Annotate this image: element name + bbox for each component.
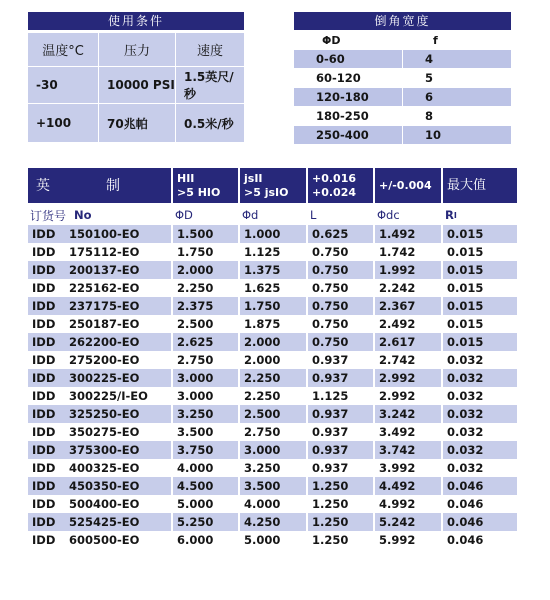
part-number [28, 351, 171, 369]
chamfer-width: 10 [403, 126, 511, 144]
outer-diameter: 4.000 [173, 459, 238, 477]
chamfer-range: 250-400 [294, 126, 402, 144]
max-radius: 0.032 [443, 387, 517, 405]
inner-diameter: 1.625 [240, 279, 306, 297]
outer-diameter: 2.625 [173, 333, 238, 351]
length: 1.250 [308, 531, 373, 549]
inner-diameter: 1.000 [240, 225, 306, 243]
part-code: 350275-EO [69, 425, 140, 439]
length: 0.750 [308, 333, 373, 351]
table-row [28, 243, 510, 261]
table-row [28, 405, 510, 423]
dc-diameter: 4.492 [375, 477, 441, 495]
max-radius: 0.015 [443, 297, 517, 315]
table-row [28, 297, 510, 315]
order-number-label: 订货号 [30, 208, 67, 223]
table-row [28, 459, 510, 477]
speed-metric: 0.5米/秒 [176, 104, 244, 142]
table-row [28, 423, 510, 441]
part-code: 600500-EO [69, 533, 140, 547]
chamfer-row [294, 107, 511, 125]
max-radius: 0.015 [443, 333, 517, 351]
inner-diameter: 1.125 [240, 243, 306, 261]
length-label: L [310, 208, 317, 222]
dimensions-body [28, 225, 510, 549]
part-prefix: IDD [32, 479, 56, 493]
no-label: No [74, 208, 92, 222]
length: 0.750 [308, 279, 373, 297]
length: 0.937 [308, 369, 373, 387]
inner-diameter: 2.250 [240, 387, 306, 405]
chamfer-row [294, 126, 511, 144]
max-radius: 0.032 [443, 369, 517, 387]
outer-diameter-label: ΦD [175, 208, 193, 222]
bore-tolerance-header [173, 168, 238, 203]
max-radius: 0.032 [443, 351, 517, 369]
outer-diameter: 3.250 [173, 405, 238, 423]
chamfer-diameter-header: ΦD [322, 33, 341, 47]
max-radius: 0.046 [443, 477, 517, 495]
length: 0.937 [308, 441, 373, 459]
outer-diameter: 5.000 [173, 495, 238, 513]
table-row [28, 351, 510, 369]
chamfer-range: 120-180 [294, 88, 402, 106]
inner-diameter: 5.000 [240, 531, 306, 549]
series-label-2: 制 [106, 177, 120, 194]
part-number [28, 243, 171, 261]
max-radius: 0.046 [443, 495, 517, 513]
max-radius: 0.015 [443, 243, 517, 261]
pressure-psi: 10000 PSI [99, 67, 175, 103]
table-row [28, 495, 510, 513]
table-row [28, 477, 510, 495]
chamfer-range: 180-250 [316, 109, 369, 123]
part-prefix: IDD [32, 335, 56, 349]
length: 0.750 [308, 261, 373, 279]
part-number [28, 387, 171, 405]
chamfer-width: 4 [403, 50, 511, 68]
part-number [28, 423, 171, 441]
dc-diameter: 2.617 [375, 333, 441, 351]
dc-diameter-label: Φdc [377, 208, 400, 222]
bore-tolerance-line1: HII [177, 171, 195, 185]
part-code: 175112-EO [69, 245, 140, 259]
part-prefix: IDD [32, 407, 56, 421]
max-radius: 0.015 [443, 315, 517, 333]
radius-label [443, 205, 517, 225]
part-prefix: IDD [32, 443, 56, 457]
series-header [28, 168, 171, 203]
table-row [28, 513, 510, 531]
part-number [28, 477, 171, 495]
chamfer-width: 6 [403, 88, 511, 106]
part-code: 237175-EO [69, 299, 140, 313]
dc-diameter: 2.367 [375, 297, 441, 315]
max-radius: 0.032 [443, 405, 517, 423]
dc-diameter: 5.242 [375, 513, 441, 531]
part-number [28, 297, 171, 315]
chamfer-width: 5 [425, 71, 434, 85]
part-prefix: IDD [32, 461, 56, 475]
chamfer-header-row [294, 31, 511, 49]
part-number [28, 279, 171, 297]
table-row [28, 225, 510, 243]
outer-diameter: 6.000 [173, 531, 238, 549]
pressure-mpa: 70兆帕 [99, 104, 175, 142]
part-number [28, 261, 171, 279]
chamfer-range: 0-60 [294, 50, 402, 68]
outer-diameter: 2.250 [173, 279, 238, 297]
part-prefix: IDD [32, 263, 56, 277]
dc-tolerance-header [375, 168, 441, 203]
dc-diameter: 3.992 [375, 459, 441, 477]
dc-diameter: 1.992 [375, 261, 441, 279]
chamfer-row [294, 69, 511, 87]
outer-diameter: 1.500 [173, 225, 238, 243]
table-row [28, 261, 510, 279]
part-code: 325250-EO [69, 407, 140, 421]
outer-diameter: 2.375 [173, 297, 238, 315]
table-row [28, 315, 510, 333]
part-code: 400325-EO [69, 461, 140, 475]
max-radius: 0.046 [443, 531, 517, 549]
table-row [28, 387, 510, 405]
order-number-header [28, 205, 171, 225]
length: 0.937 [308, 351, 373, 369]
outer-diameter: 3.750 [173, 441, 238, 459]
shaft-tolerance-line1: jsII [244, 171, 263, 185]
bore-tolerance-line2: >5 HIO [177, 185, 221, 199]
max-value-header [443, 168, 517, 203]
chamfer-row [294, 50, 511, 68]
part-number [28, 405, 171, 423]
part-number [28, 333, 171, 351]
dc-diameter: 2.492 [375, 315, 441, 333]
chamfer-table [294, 12, 511, 144]
inner-diameter: 2.250 [240, 369, 306, 387]
length: 1.250 [308, 513, 373, 531]
part-code: 275200-EO [69, 353, 140, 367]
length-tolerance-line2: +0.024 [312, 185, 357, 199]
inner-diameter: 2.500 [240, 405, 306, 423]
table-row [28, 279, 510, 297]
part-prefix: IDD [32, 515, 56, 529]
chamfer-row [294, 88, 511, 106]
dc-diameter: 2.992 [375, 387, 441, 405]
length: 0.750 [308, 315, 373, 333]
max-radius: 0.015 [443, 261, 517, 279]
chamfer-title: 倒角宽度 [294, 12, 511, 30]
part-number [28, 315, 171, 333]
inner-diameter-label: Φd [242, 208, 259, 222]
table-row [28, 369, 510, 387]
outer-diameter: 3.000 [173, 369, 238, 387]
conditions-table [28, 12, 244, 142]
outer-diameter: 1.750 [173, 243, 238, 261]
part-code: 262200-EO [69, 335, 140, 349]
part-prefix: IDD [32, 353, 56, 367]
length-tolerance-line1: +0.016 [312, 171, 357, 185]
part-number [28, 459, 171, 477]
length: 1.250 [308, 495, 373, 513]
pressure-header: 压力 [99, 33, 175, 66]
max-value-label: 最大值 [447, 177, 487, 193]
dc-diameter: 3.492 [375, 423, 441, 441]
column-label-row [28, 205, 510, 225]
dimensions-table [28, 168, 510, 549]
dc-diameter: 5.992 [375, 531, 441, 549]
conditions-title: 使用条件 [28, 12, 244, 30]
length: 0.937 [308, 459, 373, 477]
dc-diameter: 1.742 [375, 243, 441, 261]
tolerance-header-row [28, 168, 510, 203]
max-radius: 0.032 [443, 459, 517, 477]
max-radius: 0.015 [443, 279, 517, 297]
part-code: 200137-EO [69, 263, 140, 277]
max-radius: 0.032 [443, 441, 517, 459]
dc-diameter: 2.992 [375, 369, 441, 387]
part-code: 450350-EO [69, 479, 140, 493]
outer-diameter: 2.000 [173, 261, 238, 279]
inner-diameter: 2.000 [240, 351, 306, 369]
chamfer-width: 8 [425, 109, 434, 123]
part-number [28, 225, 171, 243]
length-tolerance-header [308, 168, 373, 203]
outer-diameter: 3.000 [173, 387, 238, 405]
length: 0.625 [308, 225, 373, 243]
outer-diameter: 5.250 [173, 513, 238, 531]
part-prefix: IDD [32, 389, 56, 403]
temperature-low: -30 [28, 67, 98, 103]
part-prefix: IDD [32, 281, 56, 295]
part-number [28, 369, 171, 387]
outer-diameter: 4.500 [173, 477, 238, 495]
inner-diameter: 1.875 [240, 315, 306, 333]
dc-diameter: 1.492 [375, 225, 441, 243]
part-prefix: IDD [32, 299, 56, 313]
inner-diameter: 2.000 [240, 333, 306, 351]
radius-subscript: I [453, 210, 457, 220]
part-code: 300225/I-EO [69, 389, 148, 403]
outer-diameter: 2.750 [173, 351, 238, 369]
part-prefix: IDD [32, 533, 56, 547]
length: 1.125 [308, 387, 373, 405]
max-radius: 0.046 [443, 513, 517, 531]
part-code: 375300-EO [69, 443, 140, 457]
speed-header: 速度 [176, 33, 244, 66]
dc-diameter: 4.992 [375, 495, 441, 513]
part-code: 525425-EO [69, 515, 140, 529]
temperature-high: +100 [28, 104, 98, 142]
inner-diameter: 1.375 [240, 261, 306, 279]
part-number [28, 495, 171, 513]
outer-diameter: 3.500 [173, 423, 238, 441]
inner-diameter: 3.000 [240, 441, 306, 459]
inner-diameter: 4.250 [240, 513, 306, 531]
part-prefix: IDD [32, 227, 56, 241]
dc-diameter: 2.742 [375, 351, 441, 369]
part-number [28, 441, 171, 459]
table-row [28, 333, 510, 351]
length: 0.750 [308, 297, 373, 315]
part-code: 225162-EO [69, 281, 140, 295]
part-prefix: IDD [32, 371, 56, 385]
chamfer-f-header: f [433, 33, 438, 47]
speed-imperial: 1.5英尺/秒 [176, 67, 244, 103]
table-row [28, 441, 510, 459]
part-prefix: IDD [32, 425, 56, 439]
dc-tolerance-line1: +/-0.004 [379, 178, 432, 192]
inner-diameter: 2.750 [240, 423, 306, 441]
part-number [28, 531, 171, 549]
part-code: 250187-EO [69, 317, 140, 331]
length: 0.937 [308, 405, 373, 423]
part-code: 500400-EO [69, 497, 140, 511]
inner-diameter: 4.000 [240, 495, 306, 513]
dc-diameter: 3.742 [375, 441, 441, 459]
inner-diameter: 3.500 [240, 477, 306, 495]
shaft-tolerance-header [240, 168, 306, 203]
part-number [28, 513, 171, 531]
length: 0.750 [308, 243, 373, 261]
inner-diameter: 3.250 [240, 459, 306, 477]
chamfer-range: 60-120 [316, 71, 361, 85]
outer-diameter: 2.500 [173, 315, 238, 333]
dc-diameter: 3.242 [375, 405, 441, 423]
part-code: 300225-EO [69, 371, 140, 385]
series-label-1: 英 [36, 177, 50, 194]
shaft-tolerance-line2: >5 jsIO [244, 185, 289, 199]
part-prefix: IDD [32, 497, 56, 511]
dc-diameter: 2.242 [375, 279, 441, 297]
part-prefix: IDD [32, 317, 56, 331]
length: 1.250 [308, 477, 373, 495]
temperature-header: 温度°C [28, 33, 98, 66]
table-row [28, 531, 510, 549]
length: 0.937 [308, 423, 373, 441]
inner-diameter: 1.750 [240, 297, 306, 315]
part-code: 150100-EO [69, 227, 140, 241]
radius-letter: R [445, 208, 454, 222]
part-prefix: IDD [32, 245, 56, 259]
max-radius: 0.015 [443, 225, 517, 243]
max-radius: 0.032 [443, 423, 517, 441]
